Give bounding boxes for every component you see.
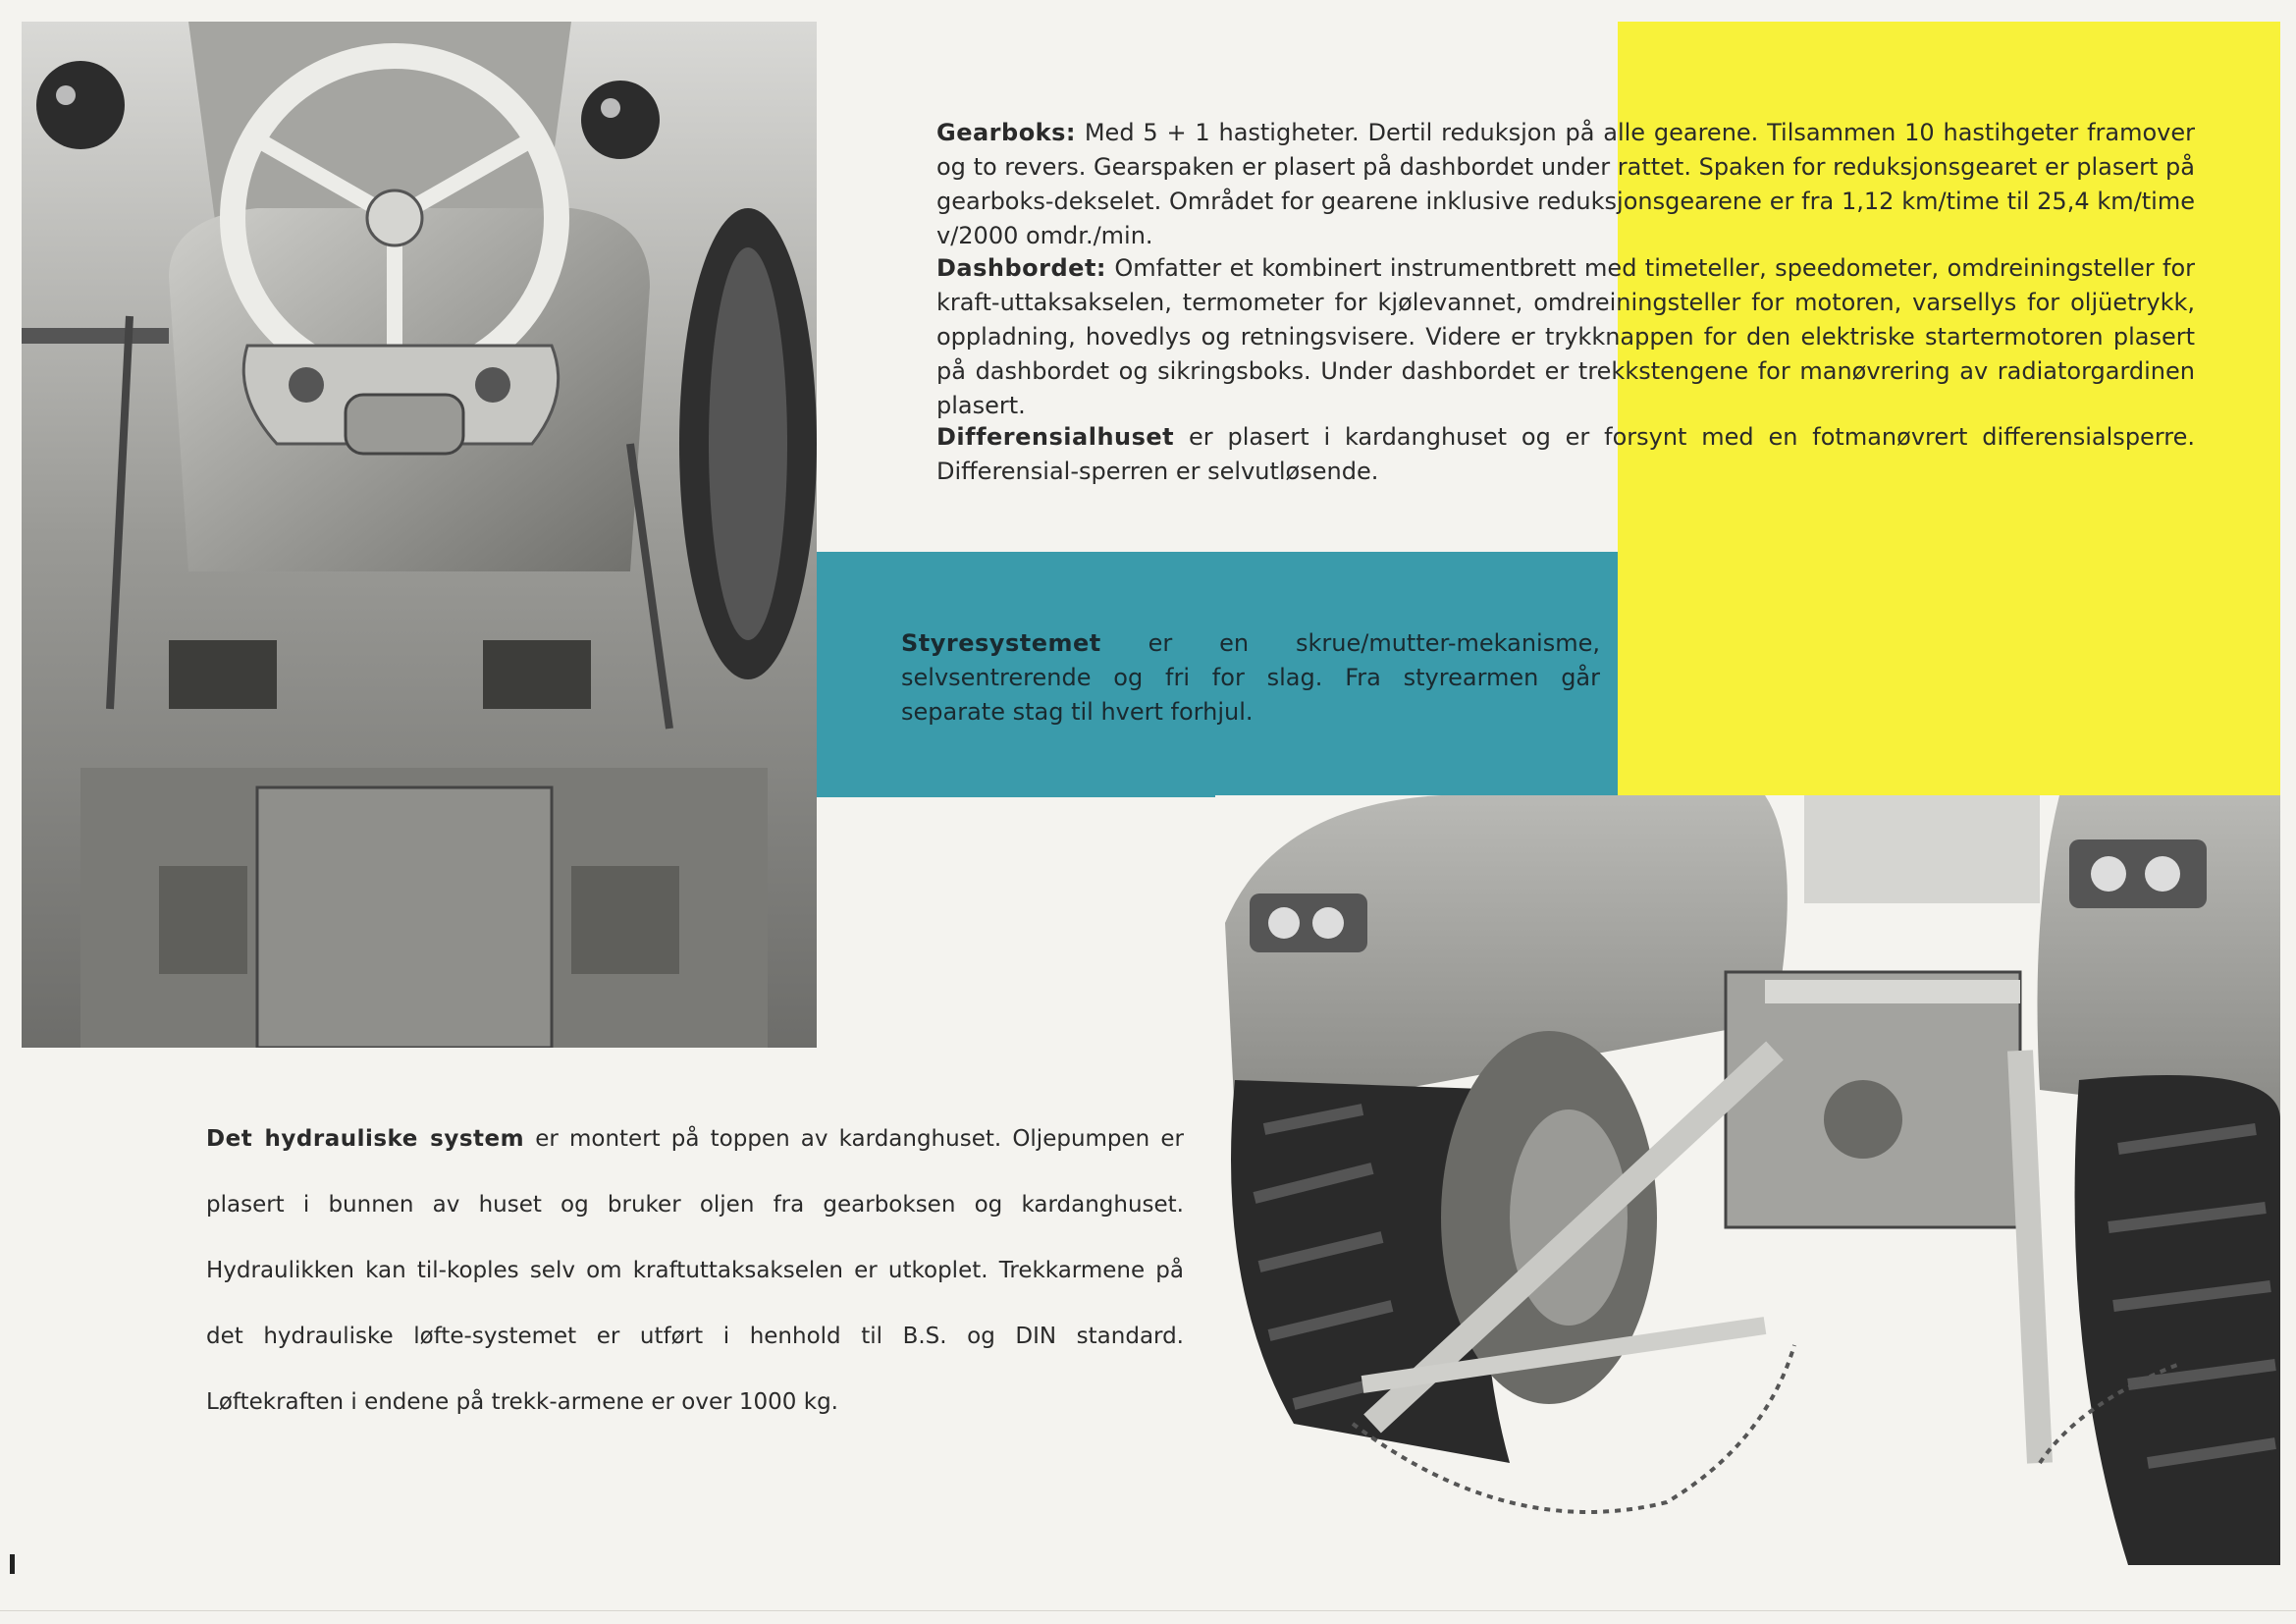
styresystemet-heading: Styresystemet <box>901 629 1101 657</box>
gearboks-text: Med 5 + 1 hastigheter. Dertil reduksjon på alle gearene. Tilsammen 10 hastihgeter framover og to revers. Gearspaken er plasert på dashbordet under rattet. Spaken for reduksjonsgearet er plasert på gearboks-dekselet. Området for gearene inklusive reduksjonsgearene er fra 1,12 km/time til 25,4 km/time v/2000 omdr./min. <box>936 119 2195 249</box>
dashbordet-paragraph <box>936 251 2195 423</box>
styresystemet-paragraph <box>901 626 1600 730</box>
tractor-dashboard-photo <box>22 22 817 1048</box>
hydraulikk-heading: Det hydrauliske system <box>206 1126 525 1152</box>
gearboks-heading: Gearboks: <box>936 119 1077 146</box>
bottom-rule <box>0 1610 2296 1611</box>
differensial-paragraph <box>936 420 2195 489</box>
styresystemet-text: er en skrue/mutter-mekanisme, selvsentrerende og fri for slag. Fra styrearmen går separate stag til hvert forhjul. <box>901 629 1600 726</box>
differensial-heading: Differensialhuset <box>936 423 1175 451</box>
hydraulikk-paragraph <box>206 1107 1184 1435</box>
page-marker <box>10 1554 15 1574</box>
dashbordet-heading: Dashbordet: <box>936 254 1107 282</box>
differensial-text: er plasert i kardanghuset og er forsynt med en fotmanøvrert differensialsperre. Differensial-sperren er selvutløsende. <box>936 423 2195 485</box>
tractor-rear-hitch-photo <box>1215 795 2280 1565</box>
dashbordet-text: Omfatter et kombinert instrumentbrett med timeteller, speedometer, omdreiningsteller for kraft-uttaksakselen, termometer for kjølevannet, omdreiningsteller for motoren, varsellys for oljüetrykk, oppladning, hovedlys og retningsvisere. Videre er trykknappen for den elektriske startermotoren plasert på dashbordet og sikringsboks. Under dashbordet er trekkstengene for manøvrering av radiatorgardinen plasert. <box>936 254 2195 419</box>
hydraulikk-text: er montert på toppen av kardanghuset. Oljepumpen er plasert i bunnen av huset og bruker oljen fra gearboksen og kardanghuset. Hydraulikken kan til-koples selv om kraftuttaksakselen er utkoplet. Trekkarmene på det hydrauliske løfte-systemet er utført i henhold til B.S. og DIN standard. Løftekraften i endene på trekk-armene er over 1000 kg. <box>206 1126 1184 1415</box>
gearboks-paragraph <box>936 116 2195 253</box>
